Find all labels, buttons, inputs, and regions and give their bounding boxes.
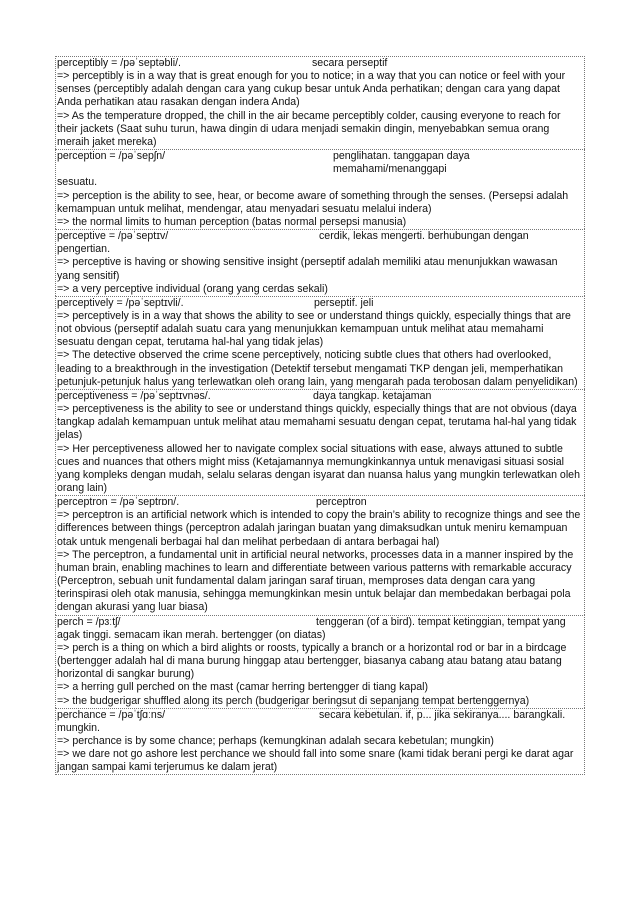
entry-example: => As the temperature dropped, the chill in the air became perceptibly colder, causing everyone to reach for their jackets (Saat suhu turun, hawa dingin di udara menjadi semakin dingin, menyebabkan semua orang meraih jaket mereka) — [57, 109, 561, 148]
dictionary-page — [55, 56, 585, 775]
entry-definition: => perceptron is an artificial network which is intended to copy the brain’s ability to recognize things and see the differences between things (perceptron adalah jaringan buatan yang dimaksudkan untuk meniru kemampuan otak untuk mengenali berbagai hal dan melihat perbedaan di antara berbagai hal) — [57, 509, 581, 548]
entry-headline — [57, 390, 583, 403]
entry-translation: penglihatan. tanggapan daya memahami/menanggapi — [333, 150, 470, 176]
entry-example: => a herring gull perched on the mast (camar herring bertengger di tiang kapal) — [57, 681, 428, 694]
entry-headword: perceptive = /pəˈseptɪv/ — [57, 230, 169, 243]
entry-translation: cerdik, lekas mengerti. berhubungan dengan — [319, 230, 529, 243]
entry-translation-continued: sesuatu. — [57, 176, 98, 189]
entry-translation: tenggeran (of a bird). tempat ketinggian, tempat yang — [316, 615, 566, 628]
dictionary-entry — [55, 149, 585, 229]
entry-definition: => perch is a thing on which a bird alights or roosts, typically a branch or a horizontal rod or bar in a birdcage (bertengger adalah hal di mana burung hinggap atau bertengger, biasanya cabang atau batang atau batang horizontal di sangkar burung) — [57, 641, 567, 681]
dictionary-entry — [55, 56, 585, 149]
entry-headline — [57, 150, 583, 176]
entry-translation: daya tangkap. ketajaman — [313, 389, 432, 402]
entry-definition: => perception is the ability to see, hear, or become aware of something through the senses. (Persepsi adalah kemampuan untuk melihat, mendengar, atau menyadari sesuatu melalui indera) — [57, 189, 569, 215]
entry-headword: perchance = /pəˈtʃɑːns/ — [57, 708, 166, 721]
entry-example: => Her perceptiveness allowed her to navigate complex social situations with ease, always attuned to subtle cues and nuances that others might miss (Ketajamannya memungkinkannya untuk menavigasi situasi sosial yang kompleks dengan mudah, selalu selaras dengan isyarat dan nuansa halus yang mungkin terlewatkan oleh orang lain) — [57, 442, 580, 494]
entry-headword: perceptron = /pəˈseptrɒn/. — [57, 496, 180, 509]
entry-headline — [57, 297, 583, 310]
entry-translation: perceptron — [316, 496, 367, 509]
entry-headline — [57, 57, 583, 70]
entry-definition: => perceptive is having or showing sensitive insight (perseptif adalah memiliki atau menunjukkan wawasan yang sensitif) — [57, 256, 558, 282]
entry-example: => the normal limits to human perception (batas normal persepsi manusia) — [57, 215, 407, 228]
dictionary-entry — [55, 389, 585, 495]
entry-example: => The detective observed the crime scene perceptively, noticing subtle clues that others had overlooked, leading to a breakthrough in the investigation (Detektif tersebut mengamati TKP dengan jeli, memperhatikan petunjuk-petunjuk halus yang terlewatkan oleh orang lain, yang mengarah pada terobosan dalam penyelidikan) — [57, 349, 578, 388]
dictionary-entry — [55, 615, 585, 708]
entry-translation-continued: pengertian. — [57, 243, 111, 256]
entry-headline — [57, 230, 583, 243]
entry-translation-continued: mungkin. — [57, 721, 100, 734]
dictionary-entry — [55, 296, 585, 389]
dictionary-entry — [55, 708, 585, 776]
entry-headline — [57, 496, 583, 509]
entry-definition: => perchance is by some chance; perhaps (kemungkinan adalah secara kebetulan; mungkin) — [57, 734, 494, 747]
entry-headline — [57, 616, 583, 629]
entry-headword: perch = /pɜːtʃ/ — [57, 615, 121, 628]
entry-headword: perceptibly = /pəˈseptəbli/. — [57, 57, 181, 69]
entry-headword: perception = /pəˈsepʃn/ — [57, 150, 166, 163]
entry-definition: => perceptibly is in a way that is great enough for you to notice; in a way that you can notice or feel with your senses (perceptibly adalah dengan cara yang cukup besar untuk Anda perhatikan; dengan cara yang dapat Anda perhatikan atau rasakan dengan indera Anda) — [57, 70, 566, 109]
entry-example: => a very perceptive individual (orang yang cerdas sekali) — [57, 282, 328, 295]
entry-translation: secara perseptif — [312, 57, 388, 69]
entry-translation: perseptif. jeli — [314, 296, 374, 309]
entry-definition: => perceptiveness is the ability to see or understand things quickly, especially things that are not obvious (daya tangkap adalah kemampuan untuk melihat atau memahami sesuatu dengan cepat, terutama hal-hal yang tidak jelas) — [57, 403, 577, 442]
entry-headline — [57, 709, 583, 722]
entry-example: => the budgerigar shuffled along its perch (budgerigar beringsut di sepanjang tempat bertenggernya) — [57, 694, 530, 707]
entry-translation: secara kebetulan. if, p... jika sekiranya.... barangkali. — [319, 708, 566, 721]
entry-headword: perceptiveness = /pəˈseptɪvnəs/. — [57, 389, 211, 402]
entry-example: => The perceptron, a fundamental unit in artificial neural networks, processes data in a manner inspired by the human brain, enabling machines to learn and differentiate between various patterns with remarkable accuracy (Perceptron, sebuah unit fundamental dalam jaringan saraf tiruan, memproses data dengan cara yang terinspirasi oleh otak manusia, sehingga memungkinkan mesin untuk belajar dan membedakan berbagai pola dengan akurasi yang luar biasa) — [57, 548, 574, 614]
entry-headword: perceptively = /pəˈseptɪvli/. — [57, 296, 184, 309]
dictionary-entry — [55, 495, 585, 614]
dictionary-entry — [55, 229, 585, 296]
entry-example: => we dare not go ashore lest perchance we should fall into some snare (kami tidak berani pergi ke darat agar jangan sampai kami terjerumus ke dalam jerat) — [57, 748, 574, 774]
entry-definition: => perceptively is in a way that shows the ability to see or understand things quickly, especially things that are not obvious (perseptif adalah suatu cara yang menunjukkan kemampuan untuk melihat atau memahami sesuatu dengan cepat, terutama hal-hal yang tidak jelas) — [57, 309, 571, 349]
entry-translation-continued: agak tinggi. semacam ikan merah. bertengger (on diatas) — [57, 628, 326, 641]
